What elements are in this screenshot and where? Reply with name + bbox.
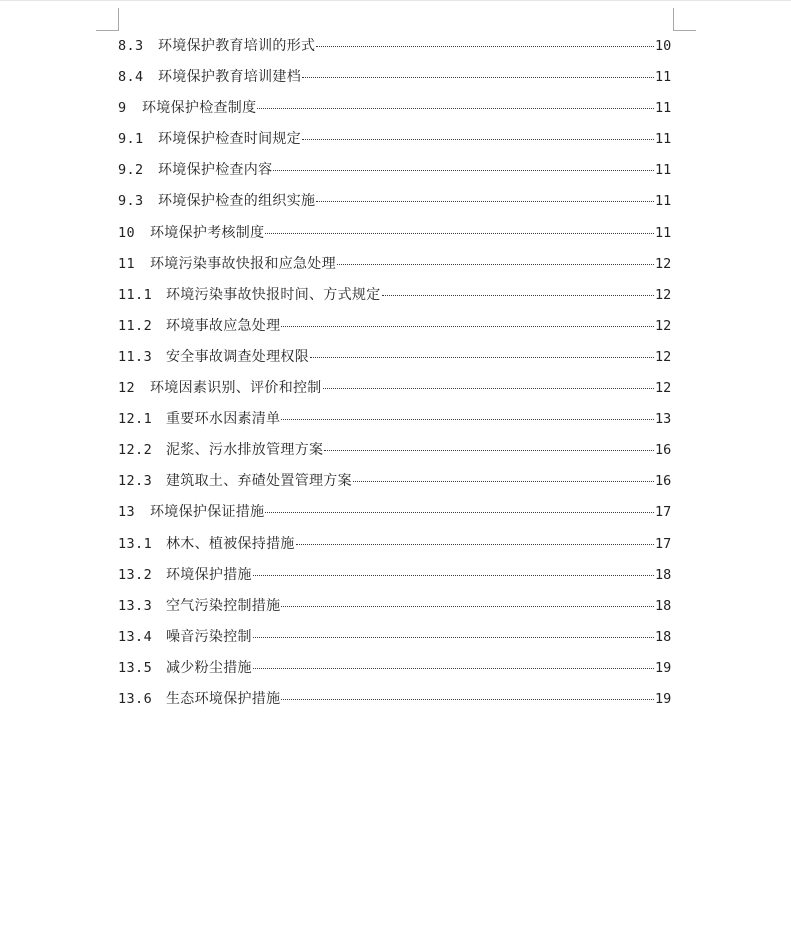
toc-dot-leader [337,264,654,265]
toc-entry-number: 12.2 [118,442,153,459]
toc-entry-number: 11 [118,255,136,272]
toc-entry-page: 18 [655,628,672,645]
toc-dot-leader [265,233,654,234]
toc-entry-title: 生态环境保护措施 [166,690,281,707]
toc-entry-title: 环境污染事故快报时间、方式规定 [166,286,381,303]
toc-dot-leader [281,326,654,327]
toc-entry-page: 18 [655,566,672,583]
toc-entry[interactable] [118,653,671,684]
toc-entry-title: 环境保护检查制度 [142,100,257,117]
toc-entry-page: 18 [655,597,672,614]
toc-dot-leader [281,419,654,420]
toc-entry-number: 13.2 [118,566,153,583]
toc-entry-number: 9.3 [118,193,144,210]
toc-dot-leader [316,201,654,202]
toc-dot-leader [257,108,654,109]
toc-entry-page: 11 [655,193,672,210]
toc-entry[interactable] [118,186,671,217]
toc-entry[interactable] [118,93,671,124]
toc-entry-number: 8.3 [118,38,144,54]
toc-entry-page: 11 [655,131,672,148]
toc-entry-title: 空气污染控制措施 [166,597,281,614]
toc-entry-number: 8.4 [118,69,144,86]
toc-entry-number: 11.1 [118,286,153,303]
margin-corner-mark-right [673,8,696,31]
toc-entry[interactable] [118,622,671,653]
top-divider [0,0,791,1]
toc-dot-leader [353,481,654,482]
toc-entry-page: 16 [655,442,672,459]
toc-entry-page: 10 [655,38,672,54]
toc-entry-title: 减少粉尘措施 [166,659,252,676]
toc-entry-title: 环境保护检查的组织实施 [158,193,316,210]
toc-entry-number: 13.4 [118,628,153,645]
toc-entry-number: 9.1 [118,131,144,148]
toc-entry-page: 11 [655,69,672,86]
toc-entry[interactable] [118,249,671,280]
toc-entry-number: 13 [118,504,136,521]
toc-entry-page: 11 [655,224,672,241]
toc-entry[interactable] [118,311,671,342]
toc-dot-leader [302,77,654,78]
toc-entry-title: 环境污染事故快报和应急处理 [150,255,336,272]
toc-entry[interactable] [118,497,671,528]
toc-entry-page: 12 [655,286,672,303]
toc-entry-number: 9 [118,100,127,117]
toc-entry-page: 17 [655,504,672,521]
toc-entry-page: 16 [655,473,672,490]
toc-dot-leader [324,450,654,451]
toc-entry[interactable] [118,466,671,497]
toc-entry-title: 泥浆、污水排放管理方案 [166,442,324,459]
toc-entry-title: 环境因素识别、评价和控制 [150,380,322,397]
toc-entry[interactable] [118,591,671,622]
toc-entry-page: 19 [655,690,672,707]
toc-entry[interactable] [118,342,671,373]
toc-entry[interactable] [118,684,671,715]
toc-entry-page: 12 [655,255,672,272]
toc-entry[interactable] [118,31,671,62]
toc-entry-page: 12 [655,348,672,365]
margin-corner-mark-left [96,8,119,31]
toc-entry-title: 安全事故调查处理权限 [166,348,309,365]
toc-entry-title: 环境保护保证措施 [150,504,265,521]
toc-entry-title: 噪音污染控制 [166,628,252,645]
toc-dot-leader [253,668,654,669]
toc-dot-leader [265,512,654,513]
toc-entry-page: 13 [655,411,672,428]
toc-dot-leader [253,575,654,576]
toc-entry[interactable] [118,124,671,155]
toc-entry-number: 11.3 [118,348,153,365]
toc-dot-leader [310,357,654,358]
toc-entry-number: 13.5 [118,659,153,676]
toc-entry-page: 11 [655,162,672,179]
toc-entry-number: 12.1 [118,411,153,428]
toc-dot-leader [302,139,654,140]
toc-entry-title: 环境保护教育培训建档 [158,69,301,86]
toc-entry-title: 环境保护检查时间规定 [158,131,301,148]
toc-entry-number: 12.3 [118,473,153,490]
toc-entry[interactable] [118,404,671,435]
toc-entry[interactable] [118,435,671,466]
toc-entry[interactable] [118,373,671,404]
toc-entry-number: 10 [118,224,136,241]
toc-entry[interactable] [118,62,671,93]
toc-entry-title: 环境保护考核制度 [150,224,265,241]
toc-entry-page: 11 [655,100,672,117]
toc-entry-number: 11.2 [118,317,153,334]
toc-entry-title: 环境事故应急处理 [166,317,281,334]
toc-entry[interactable] [118,155,671,186]
toc-entry[interactable] [118,529,671,560]
toc-entry-title: 环境保护措施 [166,566,252,583]
toc-dot-leader [382,295,655,296]
table-of-contents [118,31,671,715]
toc-entry-number: 13.6 [118,690,153,707]
toc-entry[interactable] [118,560,671,591]
toc-dot-leader [296,544,654,545]
toc-entry-number: 13.3 [118,597,153,614]
toc-entry-number: 13.1 [118,535,153,552]
toc-entry-title: 重要环水因素清单 [166,411,281,428]
toc-entry-number: 12 [118,380,136,397]
toc-entry-title: 环境保护检查内容 [158,162,273,179]
toc-entry[interactable] [118,218,671,249]
toc-dot-leader [323,388,654,389]
toc-entry-page: 12 [655,380,672,397]
toc-entry[interactable] [118,280,671,311]
toc-entry-page: 12 [655,317,672,334]
toc-dot-leader [281,606,654,607]
toc-dot-leader [316,46,654,47]
toc-entry-page: 17 [655,535,672,552]
toc-dot-leader [281,699,654,700]
toc-entry-title: 林木、植被保持措施 [166,535,295,552]
toc-dot-leader [273,170,654,171]
toc-entry-number: 9.2 [118,162,144,179]
toc-dot-leader [253,637,654,638]
toc-entry-title: 环境保护教育培训的形式 [158,38,316,54]
toc-entry-page: 19 [655,659,672,676]
toc-entry-title: 建筑取土、弃碴处置管理方案 [166,473,352,490]
